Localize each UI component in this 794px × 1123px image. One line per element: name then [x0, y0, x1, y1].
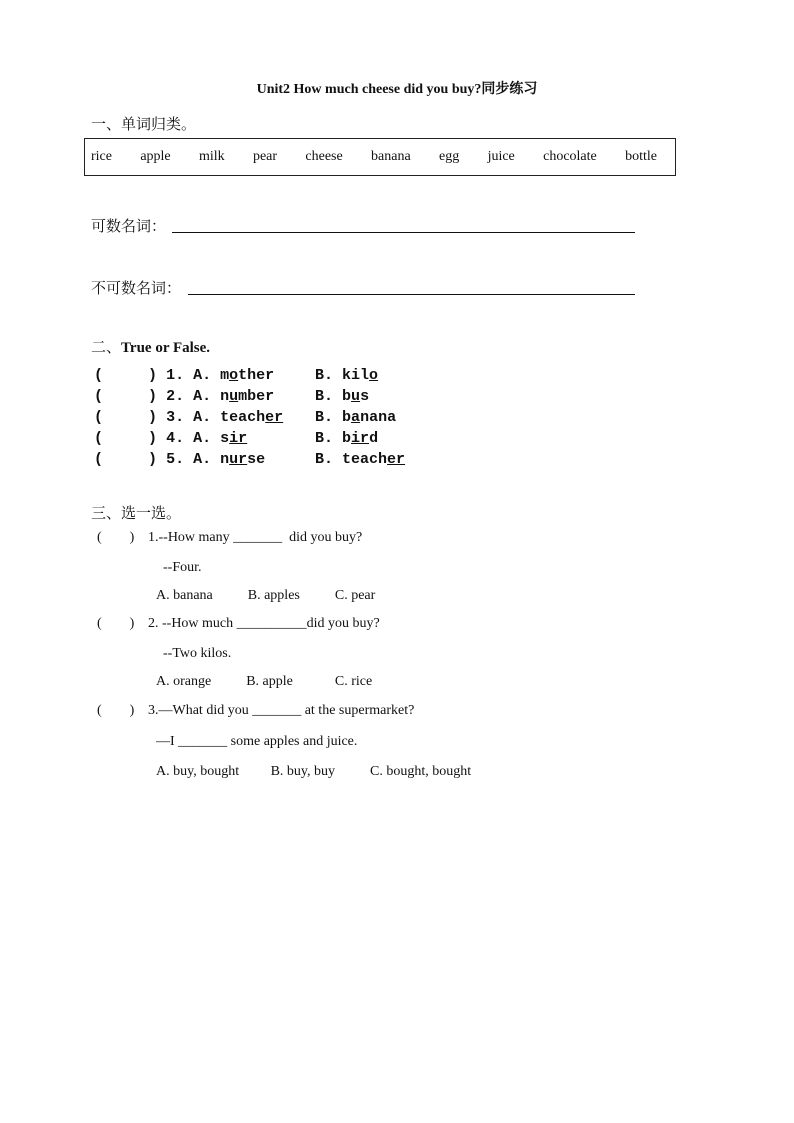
- option-a-prefix: n: [220, 451, 230, 468]
- option-b: [315, 388, 369, 405]
- tf-item: [94, 430, 379, 451]
- section3-heading: 三、选一选。: [91, 504, 182, 522]
- option-a-label: A.: [193, 388, 212, 405]
- q1-answer-text: --Four.: [163, 560, 202, 575]
- option-b: [315, 367, 378, 384]
- uncountable-label: 不可数名词：: [91, 279, 182, 297]
- tf-item: [94, 388, 370, 409]
- option-b-underlined: er: [387, 451, 406, 468]
- q2-answer-text: --Two kilos.: [163, 646, 232, 661]
- q2-options: A. orange B. apple C. rice: [156, 674, 373, 689]
- q2-stem: 2. --How much __________did you buy?: [148, 616, 380, 631]
- option-a-word: [220, 367, 274, 384]
- q3-answer-text: —I _______ some apples and juice.: [156, 734, 358, 749]
- countable-label: 可数名词：: [91, 217, 167, 235]
- option-a-prefix: teach: [220, 409, 266, 426]
- option-b-suffix: s: [360, 388, 370, 405]
- word-egg: egg: [439, 149, 460, 164]
- option-a-word: [220, 430, 247, 447]
- word-cheese: cheese: [305, 149, 343, 164]
- tf-paren-close[interactable]: ): [148, 367, 158, 384]
- word-chocolate: chocolate: [543, 149, 597, 164]
- word-pear: pear: [252, 149, 278, 164]
- tf-paren-close[interactable]: ): [148, 451, 158, 468]
- option-b-label: B.: [315, 430, 334, 447]
- q2-answer-blank[interactable]: ( ): [97, 616, 135, 631]
- uncountable-answer-line[interactable]: [188, 294, 635, 295]
- word-bottle: bottle: [625, 149, 657, 164]
- tf-paren-open[interactable]: (: [94, 409, 104, 426]
- tf-paren-close[interactable]: ): [148, 388, 158, 405]
- option-a-underlined: u: [229, 388, 239, 405]
- tf-paren-open[interactable]: (: [94, 451, 104, 468]
- option-b-underlined: o: [369, 367, 379, 384]
- option-a-underlined: o: [229, 367, 239, 384]
- q1-answer-blank[interactable]: ( ): [97, 530, 135, 545]
- tf-item-number: 2.: [166, 388, 185, 405]
- tf-item-number: 4.: [166, 430, 185, 447]
- option-a-underlined: ur: [229, 451, 248, 468]
- section2-heading-en: True or False.: [121, 340, 211, 356]
- option-b-label: B.: [315, 451, 334, 468]
- option-a-prefix: n: [220, 388, 230, 405]
- option-b: [315, 430, 378, 447]
- option-a-suffix: se: [247, 451, 266, 468]
- tf-item: [94, 409, 397, 430]
- option-a-label: A.: [193, 409, 212, 426]
- option-b-underlined: ir: [351, 430, 370, 447]
- q3-answer-blank[interactable]: ( ): [97, 703, 135, 718]
- tf-paren-close[interactable]: ): [148, 409, 158, 426]
- q3-stem: 3.—What did you _______ at the supermarket?: [148, 703, 415, 718]
- option-a-label: A.: [193, 451, 212, 468]
- option-a-word: [220, 388, 274, 405]
- tf-paren-open[interactable]: (: [94, 367, 104, 384]
- page-title: Unit2 How much cheese did you buy?同步练习: [256, 82, 538, 97]
- option-b-prefix: b: [342, 388, 352, 405]
- option-b-underlined: a: [351, 409, 361, 426]
- word-bank: [84, 138, 676, 176]
- word-apple: apple: [140, 149, 171, 164]
- option-b-prefix: b: [342, 409, 352, 426]
- q1-stem: 1.--How many _______ did you buy?: [148, 530, 363, 545]
- tf-item: [94, 367, 379, 388]
- option-b-underlined: u: [351, 388, 361, 405]
- option-a-suffix: mber: [238, 388, 275, 405]
- option-b-label: B.: [315, 409, 334, 426]
- option-a-label: A.: [193, 430, 212, 447]
- option-a-word: [220, 409, 283, 426]
- option-b-prefix: kil: [342, 367, 370, 384]
- option-b: [315, 451, 405, 468]
- word-milk: milk: [198, 149, 225, 164]
- option-b-prefix: b: [342, 430, 352, 447]
- option-b-suffix: nana: [360, 409, 397, 426]
- option-b-suffix: d: [369, 430, 379, 447]
- tf-paren-close[interactable]: ): [148, 430, 158, 447]
- option-a-label: A.: [193, 367, 212, 384]
- section2-heading-cn: 二、: [91, 338, 122, 356]
- word-banana: banana: [371, 149, 411, 164]
- countable-answer-line[interactable]: [172, 232, 635, 233]
- option-b-label: B.: [315, 388, 334, 405]
- option-a-underlined: ir: [229, 430, 248, 447]
- section2-heading: [91, 336, 210, 357]
- option-b-prefix: teach: [342, 451, 388, 468]
- word-rice: rice: [91, 149, 112, 164]
- option-a-suffix: ther: [238, 367, 275, 384]
- section1-heading: 一、单词归类。: [91, 115, 197, 133]
- tf-paren-open[interactable]: (: [94, 430, 104, 447]
- option-a-word: [220, 451, 265, 468]
- tf-item-number: 1.: [166, 367, 185, 384]
- tf-item: [94, 451, 406, 472]
- option-a-underlined: er: [265, 409, 284, 426]
- tf-paren-open[interactable]: (: [94, 388, 104, 405]
- option-b: [315, 409, 396, 426]
- option-a-prefix: s: [220, 430, 230, 447]
- q1-options: A. banana B. apples C. pear: [156, 588, 376, 603]
- word-juice: juice: [487, 149, 515, 164]
- q3-options: A. buy, bought B. buy, buy C. bought, bought: [156, 764, 472, 779]
- tf-item-number: 5.: [166, 451, 185, 468]
- tf-item-number: 3.: [166, 409, 185, 426]
- option-a-prefix: m: [220, 367, 230, 384]
- option-b-label: B.: [315, 367, 334, 384]
